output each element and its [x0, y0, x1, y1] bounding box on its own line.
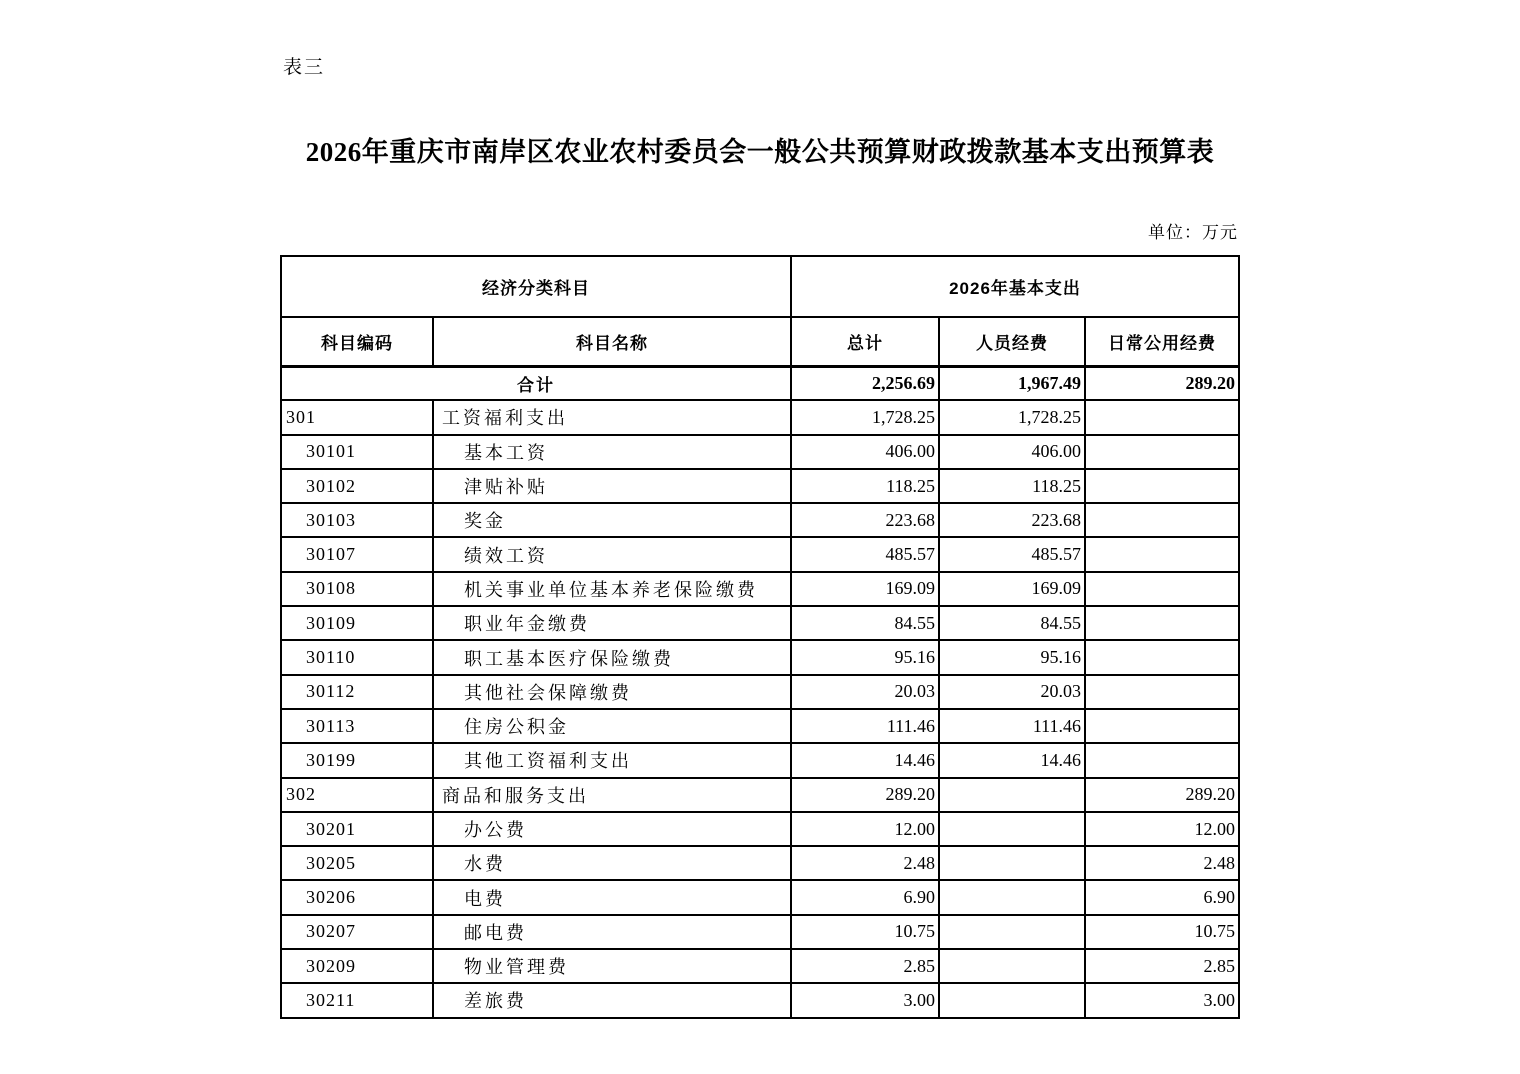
column-header-personnel-funds: 人员经费: [939, 317, 1085, 366]
subject-code: 301: [281, 400, 433, 434]
amount-daily-public: [1085, 709, 1239, 743]
table-row: [281, 812, 1239, 846]
subject-code: 30211: [281, 983, 433, 1017]
table-row: [281, 880, 1239, 914]
subject-code: 30112: [281, 675, 433, 709]
header-economic-classification: 经济分类科目: [281, 256, 791, 317]
amount-daily-public: 3.00: [1085, 983, 1239, 1017]
subject-name: 水费: [433, 846, 791, 880]
amount-daily-public: [1085, 469, 1239, 503]
page-title: 2026年重庆市南岸区农业农村委员会一般公共预算财政拨款基本支出预算表: [305, 137, 1215, 167]
subject-code: 30108: [281, 572, 433, 606]
subject-name: 工资福利支出: [433, 400, 791, 434]
column-header-daily-public-funds: 日常公用经费: [1085, 317, 1239, 366]
subject-code: 30109: [281, 606, 433, 640]
subject-code: 30199: [281, 743, 433, 777]
amount-total: 14.46: [791, 743, 939, 777]
subject-code: 30107: [281, 537, 433, 571]
subject-name: 其他工资福利支出: [433, 743, 791, 777]
table-row: [281, 743, 1239, 777]
table-row: [281, 400, 1239, 434]
amount-total: 2.85: [791, 949, 939, 983]
column-header-total: 总计: [791, 317, 939, 366]
amount-personnel: 406.00: [939, 435, 1085, 469]
amount-personnel: 485.57: [939, 537, 1085, 571]
amount-daily-public: [1085, 572, 1239, 606]
subject-name: 其他社会保障缴费: [433, 675, 791, 709]
header-basic-expenditure-2026: 2026年基本支出: [791, 256, 1239, 317]
subject-name: 办公费: [433, 812, 791, 846]
subject-name: 奖金: [433, 503, 791, 537]
amount-daily-public: 289.20: [1085, 778, 1239, 812]
amount-personnel: [939, 812, 1085, 846]
amount-daily-public: [1085, 606, 1239, 640]
amount-daily-public: [1085, 640, 1239, 674]
amount-total: 223.68: [791, 503, 939, 537]
subject-code: 30201: [281, 812, 433, 846]
subject-name: 基本工资: [433, 435, 791, 469]
amount-total: 289.20: [791, 778, 939, 812]
subject-name: 职业年金缴费: [433, 606, 791, 640]
amount-total: 406.00: [791, 435, 939, 469]
subject-name: 商品和服务支出: [433, 778, 791, 812]
table-row: [281, 949, 1239, 983]
amount-total: 20.03: [791, 675, 939, 709]
column-header-subject-name: 科目名称: [433, 317, 791, 366]
amount-total: 3.00: [791, 983, 939, 1017]
amount-total: 6.90: [791, 880, 939, 914]
amount-personnel: [939, 880, 1085, 914]
subject-name: 差旅费: [433, 983, 791, 1017]
amount-personnel: 95.16: [939, 640, 1085, 674]
subject-name: 职工基本医疗保险缴费: [433, 640, 791, 674]
subject-code: 30113: [281, 709, 433, 743]
table-row: [281, 846, 1239, 880]
amount-total: 169.09: [791, 572, 939, 606]
amount-total: 1,728.25: [791, 400, 939, 434]
subject-code: 30205: [281, 846, 433, 880]
table-row: [281, 709, 1239, 743]
grand-total-row: [281, 366, 1239, 400]
table-row: [281, 606, 1239, 640]
amount-total: 10.75: [791, 915, 939, 949]
table-header-columns-row: [281, 317, 1239, 366]
amount-total: 95.16: [791, 640, 939, 674]
table-number-label: 表三: [283, 57, 326, 78]
amount-personnel: 14.46: [939, 743, 1085, 777]
amount-personnel: 223.68: [939, 503, 1085, 537]
amount-total: 12.00: [791, 812, 939, 846]
amount-total: 2.48: [791, 846, 939, 880]
amount-daily-public: 2.48: [1085, 846, 1239, 880]
amount-personnel: 118.25: [939, 469, 1085, 503]
amount-total: 111.46: [791, 709, 939, 743]
amount-personnel: [939, 846, 1085, 880]
subject-code: 30207: [281, 915, 433, 949]
amount-personnel: [939, 949, 1085, 983]
subject-code: 30206: [281, 880, 433, 914]
table-row: [281, 640, 1239, 674]
amount-personnel: 111.46: [939, 709, 1085, 743]
amount-daily-public: [1085, 743, 1239, 777]
table-row: [281, 778, 1239, 812]
amount-personnel: 20.03: [939, 675, 1085, 709]
amount-personnel: 1,728.25: [939, 400, 1085, 434]
amount-daily-public: [1085, 537, 1239, 571]
amount-daily-public: [1085, 400, 1239, 434]
subject-code: 30110: [281, 640, 433, 674]
table-row: [281, 435, 1239, 469]
amount-total: 84.55: [791, 606, 939, 640]
amount-personnel: 1,967.49: [939, 366, 1085, 400]
table-row: [281, 915, 1239, 949]
amount-personnel: 84.55: [939, 606, 1085, 640]
amount-daily-public: 2.85: [1085, 949, 1239, 983]
subject-name: 津贴补贴: [433, 469, 791, 503]
subject-name: 邮电费: [433, 915, 791, 949]
subject-name: 物业管理费: [433, 949, 791, 983]
amount-daily-public: 289.20: [1085, 366, 1239, 400]
amount-daily-public: 10.75: [1085, 915, 1239, 949]
amount-total: 485.57: [791, 537, 939, 571]
table-row: [281, 983, 1239, 1017]
budget-table: [280, 255, 1240, 1019]
table-row: [281, 469, 1239, 503]
amount-daily-public: [1085, 503, 1239, 537]
amount-daily-public: [1085, 675, 1239, 709]
amount-daily-public: 12.00: [1085, 812, 1239, 846]
unit-note: 单位：万元: [1148, 223, 1238, 242]
subject-code: 30209: [281, 949, 433, 983]
amount-total: 118.25: [791, 469, 939, 503]
table-header-group-row: [281, 256, 1239, 317]
subject-code: 30103: [281, 503, 433, 537]
table-row: [281, 537, 1239, 571]
amount-personnel: [939, 915, 1085, 949]
table-row: [281, 503, 1239, 537]
grand-total-label: 合计: [281, 366, 791, 400]
table-row: [281, 572, 1239, 606]
amount-personnel: [939, 778, 1085, 812]
subject-name: 绩效工资: [433, 537, 791, 571]
amount-daily-public: 6.90: [1085, 880, 1239, 914]
table-row: [281, 675, 1239, 709]
column-header-subject-code: 科目编码: [281, 317, 433, 366]
subject-code: 30102: [281, 469, 433, 503]
subject-name: 机关事业单位基本养老保险缴费: [433, 572, 791, 606]
subject-code: 302: [281, 778, 433, 812]
amount-total: 2,256.69: [791, 366, 939, 400]
amount-personnel: [939, 983, 1085, 1017]
subject-name: 住房公积金: [433, 709, 791, 743]
subject-code: 30101: [281, 435, 433, 469]
subject-name: 电费: [433, 880, 791, 914]
amount-daily-public: [1085, 435, 1239, 469]
amount-personnel: 169.09: [939, 572, 1085, 606]
